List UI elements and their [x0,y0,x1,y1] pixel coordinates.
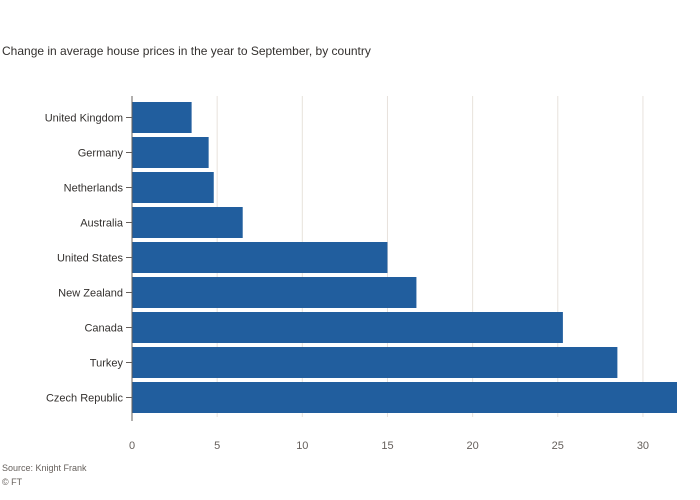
category-label: Turkey [89,357,123,370]
x-tick-label: 0 [128,440,136,452]
bar [132,102,192,133]
category-label: Germany [77,147,123,160]
x-tick-label: 15 [381,440,394,452]
bar [132,207,243,238]
x-tick-label: 5 [214,440,221,452]
credit-note: © FT [2,477,23,487]
bar [132,382,677,413]
bar [132,347,617,378]
x-tick-label: 10 [296,440,309,452]
bar [132,242,387,273]
x-tick-label: 30 [636,440,650,452]
category-label: United Kingdom [44,112,123,125]
category-label: Czech Republic [45,392,123,405]
category-label: New Zealand [58,287,123,300]
bar [132,277,416,308]
category-label: Netherlands [63,182,123,195]
bar [132,172,214,203]
category-label: Canada [84,322,123,335]
bar [132,137,209,168]
x-tick-label: 20 [466,440,479,452]
category-label: Australia [80,217,123,230]
chart-title: Change in average house prices in the year to September, by country [2,44,371,58]
category-label: United States [56,252,123,265]
bar [132,312,563,343]
source-note: Source: Knight Frank [2,463,87,473]
x-tick-label: 25 [551,440,564,452]
